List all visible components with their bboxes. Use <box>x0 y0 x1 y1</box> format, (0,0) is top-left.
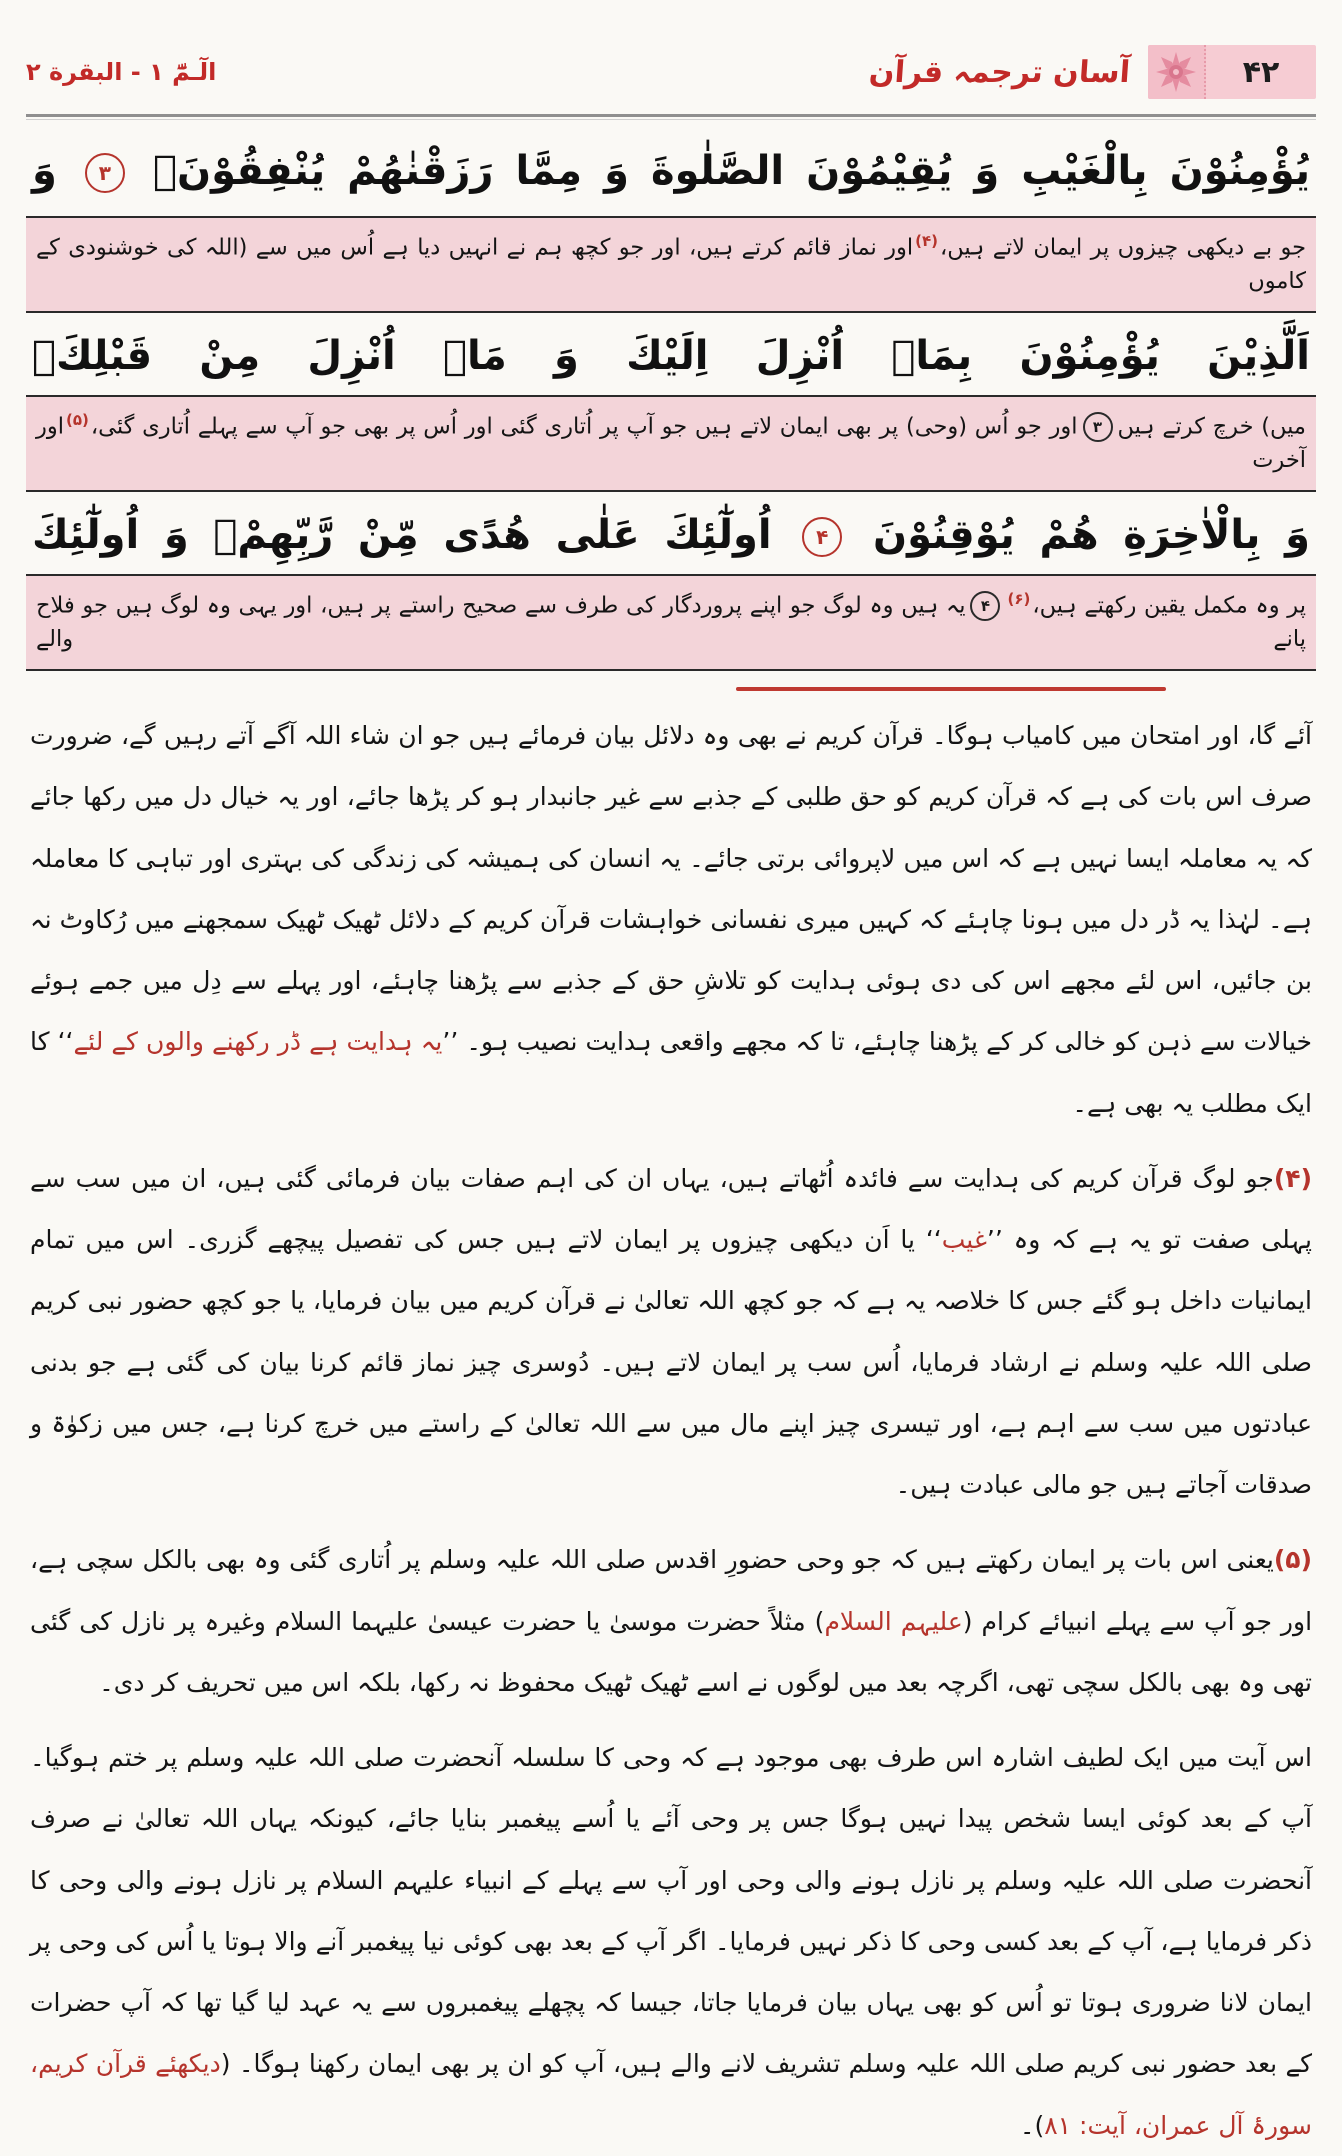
paraB-text-a: جو لوگ قرآن کریم کی ہدایت سے فائدہ اُٹھاتے ہیں، یہاں ان کی اہم صفات بیان فرمائی گئی ہیں، ان میں سب سے پہلی صفت تو یہ ہے کہ وہ ’’ <box>30 1163 1312 1254</box>
paraD-text-b: )۔ <box>1019 2110 1045 2140</box>
translation-band-2 <box>26 395 1316 492</box>
commentary-section <box>26 701 1316 2156</box>
page-number: ۴۲ <box>1242 54 1280 90</box>
footnote-6-marker: (۶) <box>1007 590 1031 608</box>
paraB-red-term: غیب <box>941 1225 987 1254</box>
band-2-text-a: میں) خرچ کرتے ہیں <box>1117 413 1306 440</box>
verse-4-translation-number-circle: ۴ <box>970 591 1000 621</box>
verse-1-tail: وَ <box>32 148 57 194</box>
band-1-text-a: جو بے دیکھی چیزوں پر ایمان لاتے ہیں، <box>940 234 1306 261</box>
verse-3-number-circle: ۳ <box>85 153 125 193</box>
rosette-ornament-icon <box>1148 45 1206 99</box>
verse-3-text-b: اُولٰٓئِكَ عَلٰى هُدًى مِّنْ رَّبِّهِمْۗ وَ اُولٰٓئِكَ <box>32 512 772 558</box>
footnote-5-marker: (۵) <box>65 411 89 429</box>
paraA-red-quote: یہ ہدایت ہے ڈر رکھنے والوں کے لئے <box>73 1027 443 1057</box>
verse-3-translation-number-circle: ۳ <box>1083 412 1113 442</box>
page-header <box>26 40 1316 104</box>
paraA-text-a: آئے گا، اور امتحان میں کامیاب ہوگا۔ قرآن کریم نے بھی وہ دلائل بیان فرمائے ہیں جو ان شاء اللہ آگے آتے رہیں گے، ضرورت صرف اس بات کی ہے کہ قرآن کریم کو حق طلبی کے جذبے سے غیر جانبدار ہو کر پڑھا جائے، اور یہ خیال دل میں رکھا جائے کہ یہ معاملہ ایسا نہیں ہے کہ اس میں لاپروائی برتی جائے۔ یہ انسان کی ہمیشہ کی زندگی کی بہتری اور تباہی کا معاملہ ہے۔ لہٰذا یہ ڈر دل میں ہونا چاہئے کہ کہیں میری نفسانی خواہشات قرآن کریم کے دلائل ٹھیک ٹھیک سمجھنے میں رُکاوٹ نہ بن جائیں، اس لئے مجھے اس کی دی ہوئی ہدایت کو تلاشِ حق کے جذبے سے پڑھنا چاہئے، اور پہلے سے دِل میں جمے ہوئے خیالات سے ذہن کو خالی کر کے پڑھنا چاہئے، تا کہ مجھے واقعی ہدایت نصیب ہو۔ ’’ <box>30 721 1312 1057</box>
commentary-separator-line <box>736 687 1166 691</box>
footnote-5-paragraph <box>30 1529 1312 1713</box>
paraC-text-b: ) مثلاً حضرت موسیٰ یا حضرت عیسیٰ علیہما السلام وغیرہ پر نازل کی گئی تھی وہ بھی بالکل سچی تھی، اگرچہ بعد میں لوگوں نے اسے ٹھیک ٹھیک محفوظ نہ رکھا، بلکہ اس میں تحریف کر دی۔ <box>30 1606 1312 1697</box>
band-2-text-c: اور آخرت <box>36 413 1306 474</box>
paraA-text-b: ‘‘ کا ایک مطلب یہ بھی ہے۔ <box>30 1027 1312 1118</box>
verse-2-text: اَلَّذِيْنَ يُؤْمِنُوْنَ بِمَاۤ اُنْزِلَ اِلَيْكَ وَ مَاۤ اُنْزِلَ مِنْ قَبْلِكَۚ <box>32 333 1310 379</box>
band-1-text-b: اور نماز قائم کرتے ہیں، اور جو کچھ ہم نے انہیں دیا ہے اُس میں سے (اللہ کی خوشنودی کے کاموں <box>36 234 1306 295</box>
quran-verse-line-3 <box>26 492 1316 574</box>
paraC-red-term: علیہم السلام <box>824 1606 963 1636</box>
translation-band-3 <box>26 574 1316 671</box>
commentary-paragraph-continuation <box>30 705 1312 1134</box>
page-number-badge <box>1148 45 1316 99</box>
surah-reference: الٓـمّٓ ۱ - البقرة ۲ <box>26 58 217 86</box>
footnote-4-marker: (۴) <box>915 232 938 250</box>
footnote-5-label: (۵) <box>1273 1545 1312 1575</box>
book-title: آسان ترجمہ قرآن <box>867 54 1132 90</box>
paraD-text-a: اس آیت میں ایک لطیف اشارہ اس طرف بھی موجود ہے کہ وحی کا سلسلہ آنحضرت صلی اللہ علیہ وسلم پر ختم ہوگیا۔ آپ کے بعد کوئی ایسا شخص پیدا نہیں ہوگا جس پر وحی آئے یا اُسے پیغمبر بنایا جائے، کیونکہ یہاں اللہ تعالیٰ نے صرف آنحضرت صلی اللہ علیہ وسلم پر نازل ہونے والی وحی اور آپ سے پہلے کے انبیاء علیہم السلام پر نازل ہونے والی وحی کا ذکر فرمایا ہے، آپ کے بعد کسی وحی کا ذکر نہیں فرمایا۔ اگر آپ کے بعد بھی کوئی نیا پیغمبر آنے والا ہوتا یا اُس کی وحی پر ایمان لانا ضروری ہوتا تو اُس کو بھی یہاں بیان فرمایا جاتا، جیسا کہ پچھلے پیغمبروں سے یہ عہد لیا گیا تھا کہ آپ حضرات کے بعد حضور نبی کریم صلی اللہ علیہ وسلم تشریف لانے والے ہیں، آپ کو ان پر بھی ایمان رکھنا ہوگا۔ ( <box>30 1743 1312 2079</box>
verse-4-number-circle: ۴ <box>802 517 842 557</box>
band-2-text-b: اور جو اُس (وحی) پر بھی ایمان لاتے ہیں جو آپ پر اُتاری گئی اور اُس پر بھی جو آپ سے پہلے اُتاری گئی، <box>90 413 1078 440</box>
band-3-text-a: پر وہ مکمل یقین رکھتے ہیں، <box>1032 592 1306 619</box>
verse-1-text: يُؤْمِنُوْنَ بِالْغَيْبِ وَ يُقِيْمُوْنَ الصَّلٰوةَ وَ مِمَّا رَزَقْنٰهُمْ يُنْفِقُوْنَۙ <box>152 148 1310 194</box>
paraB-text-b: ‘‘ یا اَن دیکھی چیزوں پر ایمان لاتے ہیں جس کی تفصیل پیچھے گزری۔ اس میں تمام ایمانیات داخل ہو گئے جس کا خلاصہ یہ ہے کہ جو کچھ اللہ تعالیٰ نے قرآن کریم میں بیان فرمایا، یا جو کچھ حضور نبی کریم صلی اللہ علیہ وسلم نے ارشاد فرمایا، اُس سب پر ایمان لاتے ہیں۔ دُوسری چیز نماز قائم کرنا بیان کی گئی ہے جو بدنی عبادتوں میں سب سے اہم ہے، اور تیسری چیز اپنے مال میں سے اللہ تعالیٰ کے راستے میں خرچ کرنا ہے، جس میں زکوٰۃ و صدقات آجاتے ہیں جو مالی عبادت ہیں۔ <box>30 1225 1312 1499</box>
footnote-4-label: (۴) <box>1273 1163 1312 1193</box>
paraC-text-a: یعنی اس بات پر ایمان رکھتے ہیں کہ جو وحی حضورِ اقدس صلی اللہ علیہ وسلم پر اُتاری گئی وہ بھی بالکل سچی ہے، اور جو آپ سے پہلے انبیائے کرام ( <box>30 1545 1313 1636</box>
quran-verse-line-2 <box>26 313 1316 395</box>
band-3-text-b: یہ ہیں وہ لوگ جو اپنے پروردگار کی طرف سے صحیح راستے پر ہیں، اور یہی وہ لوگ ہیں جو فلاح پانے والے <box>36 592 1306 653</box>
verse-3-text-a: وَ بِالْاٰخِرَةِ هُمْ يُوْقِنُوْنَ <box>872 512 1310 558</box>
footnote-4-paragraph <box>30 1148 1312 1516</box>
quran-verse-line-1 <box>26 120 1316 216</box>
paraD-red-reference: دیکھئے قرآن کریم، سورۂ آل عمران، آیت: ۸۱ <box>30 2049 1312 2140</box>
translation-band-1 <box>26 216 1316 313</box>
commentary-paragraph-khatm-e-wahi <box>30 1727 1312 2156</box>
